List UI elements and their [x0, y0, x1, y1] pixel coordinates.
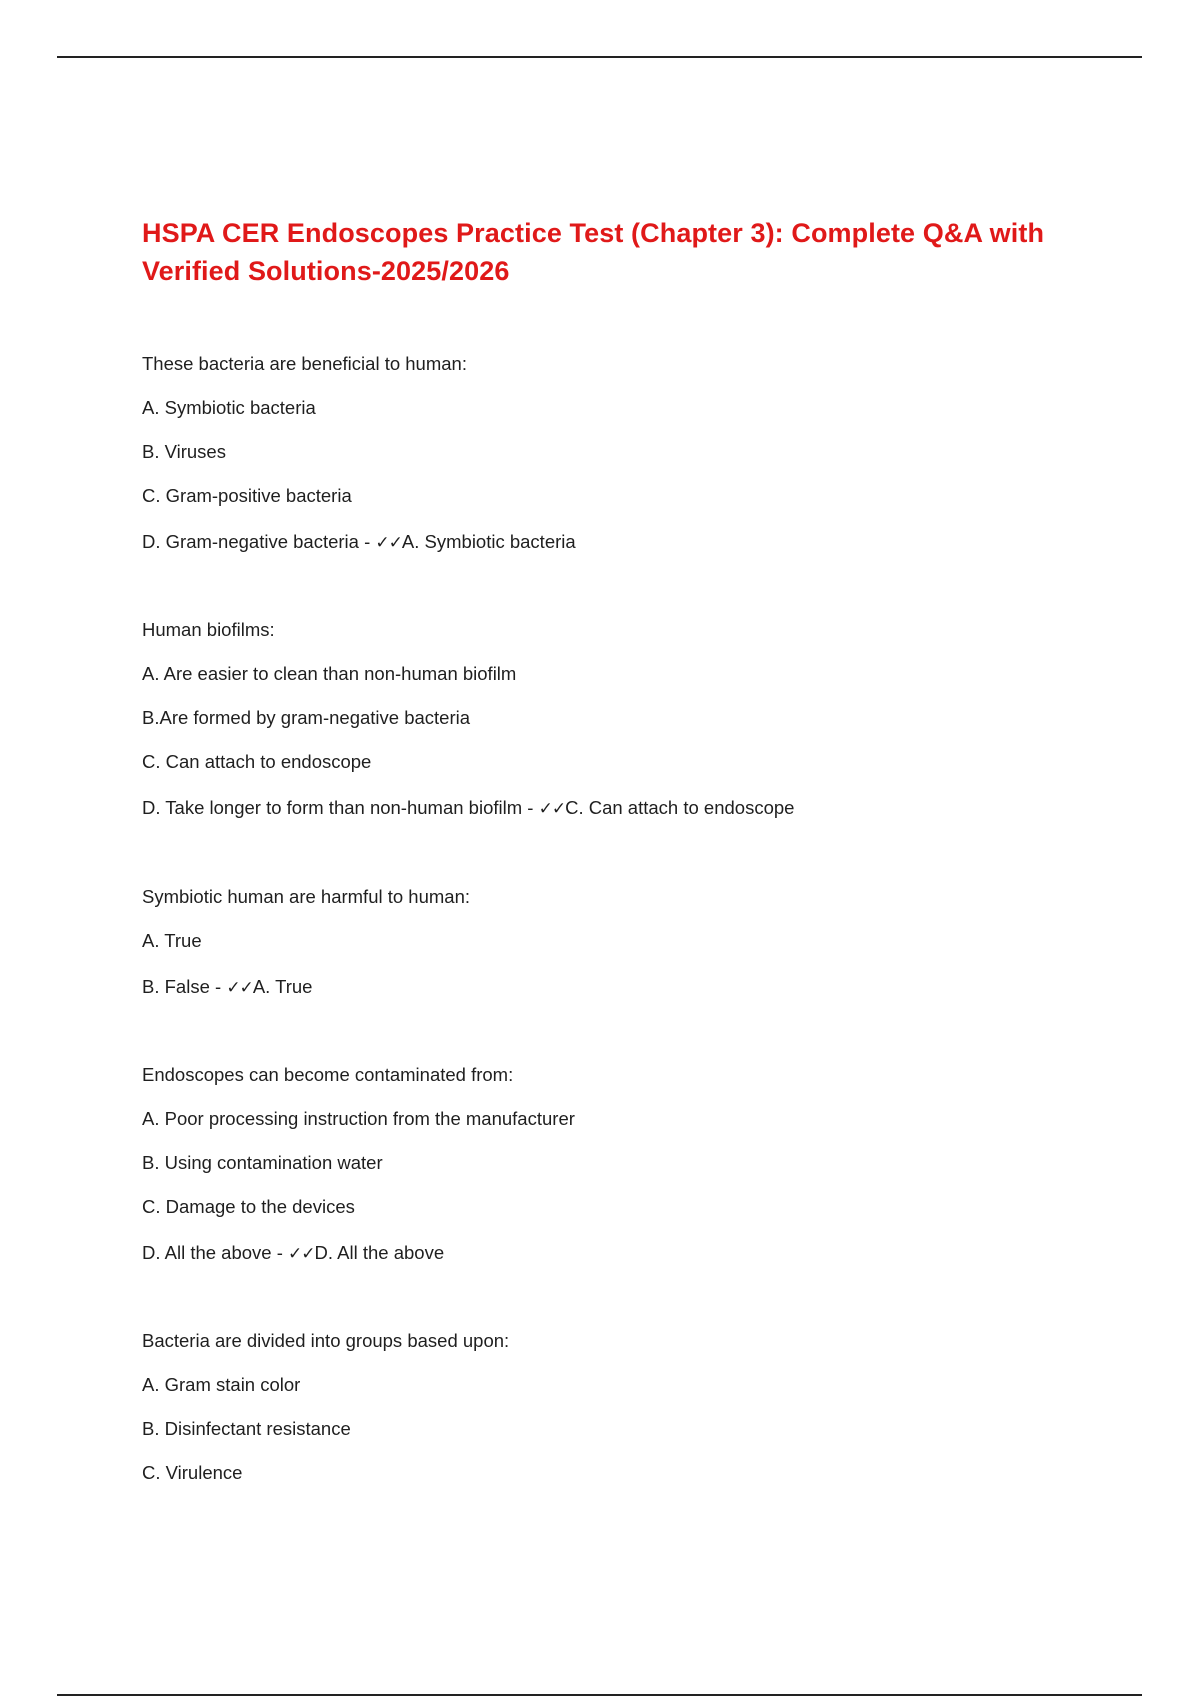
question-block [142, 886, 1102, 998]
separator: - [271, 1242, 289, 1263]
option: B. Using contamination water [142, 1152, 383, 1173]
document-title: HSPA CER Endoscopes Practice Test (Chapter 3): Complete Q&A with Verified Solutions-2025/2026 [142, 218, 1045, 286]
option: D. All the above [142, 1242, 272, 1263]
question-prompt: Human biofilms: [142, 619, 275, 640]
option: B. False [142, 976, 210, 997]
question-prompt: Bacteria are divided into groups based upon: [142, 1330, 510, 1351]
separator: - [209, 976, 227, 997]
question-block [142, 619, 1102, 819]
option: D. Gram-negative bacteria [142, 531, 359, 552]
option: A. Are easier to clean than non-human biofilm [142, 663, 517, 684]
question-prompt: Symbiotic human are harmful to human: [142, 886, 471, 907]
option: C. Gram-positive bacteria [142, 485, 352, 506]
option: C. Can attach to endoscope [142, 751, 372, 772]
option: B.Are formed by gram-negative bacteria [142, 707, 471, 728]
option: C. Virulence [142, 1462, 243, 1483]
option: C. Damage to the devices [142, 1196, 355, 1217]
answer-line [142, 531, 1102, 553]
checkmark-icon: ✓✓ [538, 799, 566, 819]
question-block [142, 353, 1102, 553]
option: A. Symbiotic bacteria [142, 397, 316, 418]
separator: - [522, 797, 539, 818]
checkmark-icon: ✓✓ [288, 1244, 315, 1264]
question-prompt: These bacteria are beneficial to human: [142, 353, 467, 374]
question-block [142, 1064, 1102, 1264]
option: B. Disinfectant resistance [142, 1418, 351, 1439]
option: D. Take longer to form than non-human biofilm [142, 797, 523, 818]
bottom-rule [57, 1694, 1142, 1696]
correct-answer: A. True [252, 976, 313, 997]
question-prompt: Endoscopes can become contaminated from: [142, 1064, 514, 1085]
question-block [142, 1330, 1102, 1484]
correct-answer: D. All the above [314, 1242, 445, 1263]
option: B. Viruses [142, 441, 226, 462]
answer-line [142, 1242, 1102, 1264]
answer-line [142, 797, 1102, 819]
correct-answer: C. Can attach to endoscope [565, 797, 795, 818]
checkmark-icon: ✓✓ [226, 978, 253, 998]
separator: - [358, 531, 376, 552]
option: A. True [142, 930, 202, 951]
option: A. Gram stain color [142, 1374, 301, 1395]
correct-answer: A. Symbiotic bacteria [401, 531, 576, 552]
option: A. Poor processing instruction from the manufacturer [142, 1108, 575, 1129]
top-rule [57, 56, 1142, 58]
answer-line [142, 976, 1102, 998]
checkmark-icon: ✓✓ [375, 533, 402, 553]
